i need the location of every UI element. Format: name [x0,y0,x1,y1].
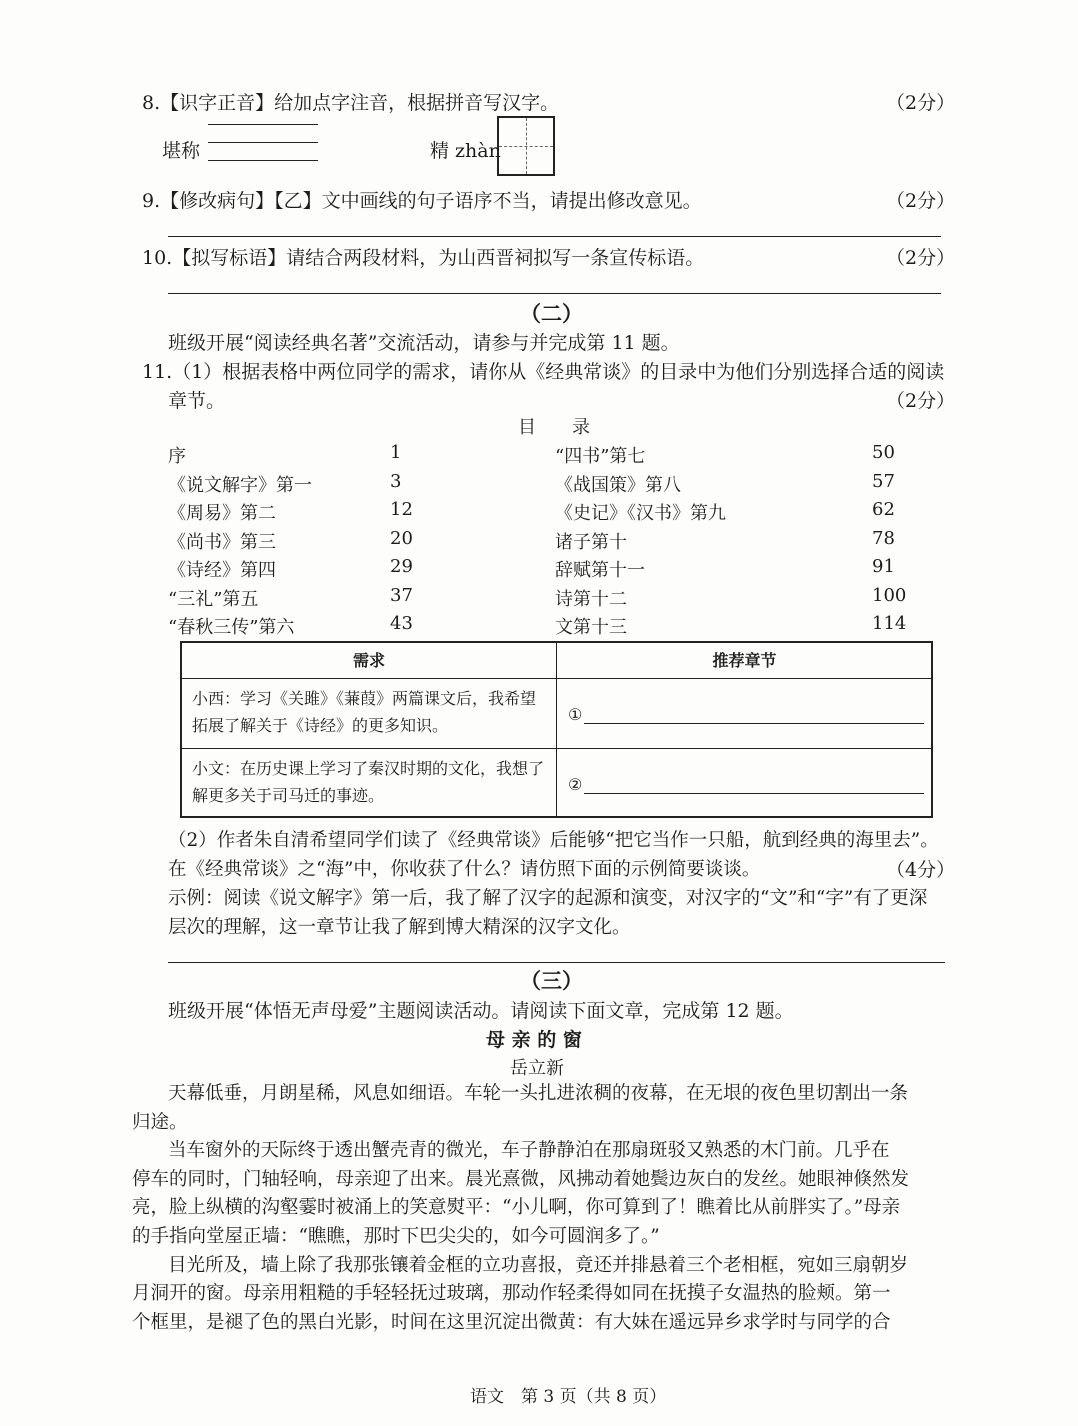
q11-part2-line2: 在《经典常谈》之“海”中，你收获了什么？请仿照下面的示例简要谈谈。 [168,859,761,880]
p2-line3: 亮，脸上纵横的沟壑霎时被涌上的笑意熨平：“小儿啊，你可算到了！瞧着比从前胖实了。”母亲 [132,1197,901,1219]
q9-answer-line[interactable] [168,236,941,237]
toc-entry-name: 《诗经》第四 [168,560,276,581]
toc-entry-name: 《史记》《汉书》第九 [555,503,726,524]
q8-word1: 堪称 [162,140,201,162]
q8-word2: 精 zhàn [430,140,501,162]
toc-entry-page: 20 [390,527,413,549]
p2-line1: 当车窗外的天际终于透出蟹壳青的微光，车子静静泊在那扇斑驳又熟悉的木门前。几乎在 [168,1140,890,1162]
toc-entry-name: 诸子第十 [555,531,627,553]
q9-score: （2分） [886,190,956,212]
pinyin-line-3[interactable] [208,160,318,161]
toc-entry-name: “四书”第七 [555,446,646,467]
toc-entry-page: 37 [390,584,413,606]
toc-entry-name: 《周易》第二 [168,503,276,524]
section2-intro: 班级开展“阅读经典名著”交流活动，请参与并完成第 11 题。 [168,332,680,354]
q9-text: 9.【修改病句】【乙】文中画线的句子语序不当，请提出修改意见。 [142,190,702,212]
q11-part1-line2: 章节。 [168,390,226,412]
table-row1-mark: ① [568,705,583,724]
table-head-chapter: 推荐章节 [712,651,777,670]
toc-entry-page: 29 [390,556,413,577]
p3-line1: 目光所及，墙上除了我那张镶着金框的立功喜报，竟还并排悬着三个老相框，宛如三扇朝岁 [168,1254,909,1276]
toc-entry-page: 62 [872,499,895,520]
table-row2-need: 小文：在历史课上学习了秦汉时期的文化，我想了解更多关于司马迁的事迹。 [192,759,545,805]
table-divider-h1 [182,678,931,679]
box-guide-h [499,146,553,147]
toc-entry-page: 114 [872,613,907,634]
p1-line1: 天幕低垂，月朗星稀，风息如细语。车轮一头扎进浓稠的夜幕，在无垠的夜色里切割出一条 [168,1083,909,1104]
article-author: 岳立新 [510,1058,564,1079]
toc-entry-name: 辞赋第十一 [555,560,645,581]
p3-line3: 个框里，是褪了色的黑白光影，时间在这里沉淀出微黄：有大妹在遥远异乡求学时与同学的合 [132,1311,891,1333]
toc-entry-page: 78 [872,527,895,549]
q8-text: 8.【识字正音】给加点字注音，根据拼音写汉字。 [142,92,560,114]
q11-part1-score: （2分） [886,390,956,412]
section2-title: （二） [520,301,583,326]
toc-entry-page: 3 [390,470,402,492]
toc-entry-page: 91 [872,556,895,577]
toc-entry-page: 1 [390,442,402,463]
character-box[interactable] [497,116,555,176]
toc-entry-name: 《战国策》第八 [555,474,681,496]
p3-line2: 月洞开的窗。母亲用粗糙的手轻轻抚过玻璃，那动作轻柔得如同在抚摸子女温热的脸颊。第一 [132,1283,891,1305]
q8-score: （2分） [886,92,956,114]
toc-entry-name: 《尚书》第三 [168,531,276,553]
q11-answer-line[interactable] [168,962,945,963]
table-divider-h2 [182,748,931,749]
q11-part1-line1: 11.（1）根据表格中两位同学的需求，请你从《经典常谈》的目录中为他们分别选择合适的阅读 [142,361,945,383]
p2-line4: 的手指向堂屋正墙：“瞧瞧，那时下巴尖尖的，如今可圆润多了。” [132,1225,660,1247]
p1-line2: 归途。 [132,1111,188,1133]
table-row2-answer-line[interactable] [584,793,924,794]
table-row1-need: 小西：学习《关雎》《蒹葭》两篇课文后，我希望拓展了解关于《诗经》的更多知识。 [192,689,537,735]
section3-title: （三） [520,968,583,993]
example-line1: 示例：阅读《说文解字》第一后，我了解了汉字的起源和演变，对汉字的“文”和“字”有了更深 [168,888,928,909]
recommendation-table [180,641,933,818]
toc-entry-name: 序 [168,446,186,467]
article-body [132,1080,909,1337]
example-line2: 层次的理解，这一章节让我了解到博大精深的汉字文化。 [168,917,631,938]
toc-entry-page: 50 [872,442,895,463]
q10-answer-line[interactable] [168,293,941,294]
pinyin-line-2[interactable] [208,142,318,143]
toc-entry-name: “春秋三传”第六 [168,617,295,638]
q10-score: （2分） [886,247,956,269]
toc-title: 目 录 [518,417,590,438]
toc-entry-name: 《说文解字》第一 [168,474,312,496]
pinyin-line-1[interactable] [208,124,318,125]
p2-line2: 停车的同时，门轴轻响，母亲迎了出来。晨光熹微，风拂动着她鬓边灰白的发丝。她眼神倏然发 [132,1168,910,1190]
q11-part2-score: （4分） [886,859,956,881]
section3-intro: 班级开展“体悟无声母爱”主题阅读活动。请阅读下面文章，完成第 12 题。 [168,1000,794,1022]
toc-entry-page: 57 [872,470,895,492]
q10-text: 10.【拟写标语】请结合两段材料，为山西晋祠拟写一条宣传标语。 [142,247,705,269]
toc-entry-name: 诗第十二 [555,588,627,610]
table-row2-mark: ② [568,775,583,794]
q11-part2-line1: （2）作者朱自清希望同学们读了《经典常谈》后能够“把它当作一只船，航到经典的海里去”。 [168,830,939,851]
toc-entry-page: 100 [872,584,907,606]
toc-entry-name: 文第十三 [555,617,627,638]
toc-entry-name: “三礼”第五 [168,588,259,610]
table-head-need: 需求 [352,651,385,670]
page-footer: 语文 第 3 页（共 8 页） [470,1387,667,1407]
toc-entry-page: 12 [390,499,413,520]
table-row1-answer-line[interactable] [584,723,924,724]
toc-entry-page: 43 [390,613,413,634]
article-title: 母 亲 的 窗 [486,1029,582,1051]
